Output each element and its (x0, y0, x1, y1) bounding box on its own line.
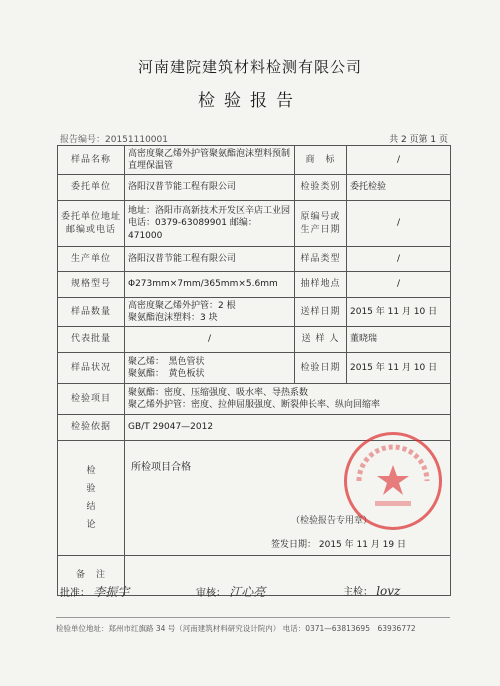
manufacturer-value: 洛阳汉普节能工程有限公司 (125, 247, 295, 272)
footer-phone: 电话：0371—63813695 63936772 (282, 624, 416, 633)
row-spec (58, 272, 451, 298)
inspect-label: 主检： (343, 587, 373, 598)
conclusion-text: 所检项目合格 (131, 462, 191, 473)
sender-label: 送 样 人 (295, 327, 347, 353)
row-sample-name (58, 146, 451, 175)
spec-value: Φ273mm×7mm/365mm×5.6mm (125, 272, 295, 298)
inspect-signature (343, 583, 400, 598)
category-label: 检验类别 (295, 175, 347, 201)
conclusion-label-char: 检 (86, 465, 96, 476)
condition-label: 样品状况 (58, 353, 125, 384)
row-condition (58, 353, 451, 384)
client-phone-text: 电话：0379-63089901 邮编：471000 (128, 218, 257, 241)
basis-value: GB/T 29047—2012 (125, 415, 451, 441)
condition-value (125, 353, 295, 384)
row-items (58, 384, 451, 415)
sender-value: 董晓瑞 (347, 327, 451, 353)
row-quantity (58, 298, 451, 327)
send-date-value: 2015 年 11 月 10 日 (347, 298, 451, 327)
sample-name-value: 高密度聚乙烯外护管聚氨酯泡沫塑料预制直埋保温管 (125, 146, 295, 175)
approve-sig: 李振宇 (93, 585, 130, 599)
quantity-line2: 聚氨酯泡沫塑料：3 块 (128, 313, 218, 323)
approve-label: 批准： (60, 588, 90, 599)
test-date-label: 检验日期 (295, 353, 347, 384)
condition-line2: 聚氨酯： 黄色板状 (128, 369, 205, 379)
origin-value: / (347, 201, 451, 247)
items-line2: 聚乙烯外护管：密度、拉伸屈服强度、断裂伸长率、纵向回缩率 (128, 400, 381, 410)
inspect-sig: lovz (376, 584, 401, 598)
seal-star-icon (347, 435, 439, 527)
items-label: 检验项目 (58, 384, 125, 415)
quantity-value (125, 298, 295, 327)
sample-type-label: 样品类型 (295, 247, 347, 272)
sampling-site-value: / (347, 272, 451, 298)
condition-line1: 聚乙烯： 黑色管状 (128, 356, 205, 367)
conclusion-label-char: 验 (86, 483, 96, 494)
row-manufacturer (58, 247, 451, 272)
footer-address: 检验单位地址：郑州市红旗路 34 号（河南建筑材料研究设计院内） (56, 624, 281, 633)
send-date-label: 送样日期 (295, 298, 347, 327)
client-address-label (58, 201, 125, 247)
basis-label: 检验依据 (58, 415, 125, 441)
page-info: 共 2 页第 1 页 (389, 135, 448, 145)
remarks-value (125, 556, 451, 596)
quantity-line1: 高密度聚乙烯外护管：2 根 (128, 300, 236, 311)
row-client-address (58, 201, 451, 247)
manufacturer-label: 生产单位 (58, 247, 125, 272)
report-title: 检验报告 (198, 91, 302, 111)
client-address-label-line1: 委托单位地址 (61, 212, 122, 223)
official-seal (344, 432, 442, 530)
sample-name-label: 样品名称 (58, 146, 125, 175)
sign-date: 签发日期： 2015 年 11 月 19 日 (271, 540, 406, 550)
footer (56, 617, 450, 634)
origin-label-line2: 生产日期 (300, 224, 341, 235)
test-date-value: 2015 年 11 月 10 日 (347, 353, 451, 384)
remarks-label: 备 注 (58, 556, 125, 596)
items-value (125, 384, 451, 415)
seal-note: （检验报告专用章） (291, 516, 373, 526)
trademark-value: / (347, 146, 451, 175)
spec-label: 规格型号 (58, 272, 125, 298)
company-name: 河南建院建筑材料检测有限公司 (137, 58, 362, 76)
client-value: 洛阳汉普节能工程有限公司 (125, 175, 295, 201)
origin-label (295, 201, 347, 247)
sampling-site-label: 抽样地点 (295, 272, 347, 298)
quantity-label: 样品数量 (58, 298, 125, 327)
review-sig: 江心亮 (229, 585, 266, 599)
row-client (58, 175, 451, 201)
conclusion-label-char: 结 (86, 502, 96, 512)
items-line1: 聚氨酯：密度、压缩强度、吸水率、导热系数 (128, 387, 309, 398)
client-label: 委托单位 (58, 175, 125, 201)
batch-label: 代表批量 (58, 327, 125, 353)
trademark-label: 商 标 (295, 146, 347, 175)
sample-type-value: / (347, 247, 451, 272)
review-label: 审核： (196, 588, 226, 599)
client-address-text: 地址：洛阳市高新技术开发区辛店工业园 (128, 206, 291, 217)
batch-value: / (125, 327, 295, 353)
approve-signature (60, 583, 129, 600)
report-number: 报告编号：20151110001 (60, 135, 168, 145)
row-batch (58, 327, 451, 353)
client-address-label-line2: 邮编或电话 (65, 224, 116, 235)
category-value: 委托检验 (347, 175, 451, 201)
origin-label-line1: 原编号或 (300, 212, 341, 223)
client-address-value (125, 201, 295, 247)
conclusion-label-char: 论 (86, 520, 96, 531)
conclusion-label (58, 441, 125, 556)
review-signature (196, 583, 265, 600)
